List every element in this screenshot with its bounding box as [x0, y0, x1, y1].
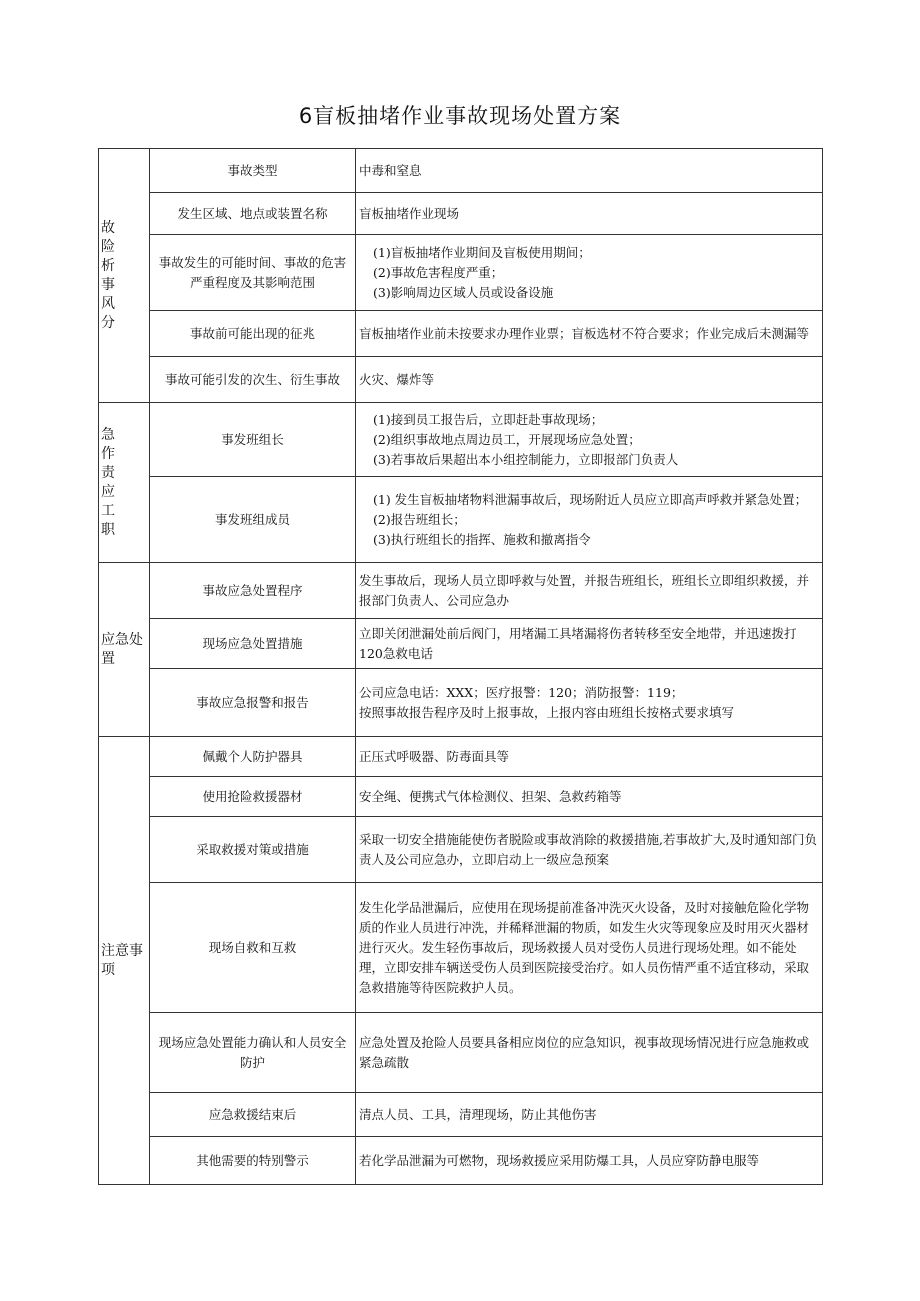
value-line: 安全绳、便携式气体检测仪、担架、急救药箱等 — [359, 788, 622, 804]
item-value — [356, 737, 823, 777]
value-line: 立即关闭泄漏处前后阀门，用堵漏工具堵漏将伤者转移至安全地带，并迅速拨打120急救电话 — [359, 625, 797, 661]
category-char: 事 — [101, 276, 115, 293]
value-line: 盲板抽堵作业前未按要求办理作业票；盲板选材不符合要求；作业完成后未测漏等 — [359, 325, 810, 341]
item-value — [356, 193, 823, 235]
table-row — [99, 403, 823, 477]
item-label: 其他需要的特别警示 — [150, 1137, 356, 1185]
item-label: 现场应急处置能力确认和人员安全防护 — [150, 1013, 356, 1093]
category-char: 风 — [101, 295, 115, 312]
value-line: (1)接到员工报告后，立即赶赴事故现场； — [373, 411, 604, 427]
item-value — [356, 563, 823, 619]
table-row — [99, 563, 823, 619]
category-char: 险 — [101, 238, 115, 255]
table-row — [99, 817, 823, 883]
value-line: 盲板抽堵作业现场 — [359, 205, 460, 221]
table-body — [99, 149, 823, 1185]
item-label: 应急救援结束后 — [150, 1093, 356, 1137]
table-row — [99, 777, 823, 817]
category-char: 工 — [101, 502, 115, 519]
value-line: (1)盲板抽堵作业期间及盲板使用期间； — [373, 244, 591, 260]
item-label: 事故应急处置程序 — [150, 563, 356, 619]
item-value — [356, 817, 823, 883]
value-line: (2)组织事故地点周边员工，开展现场应急处置； — [373, 431, 641, 447]
item-label: 采取救援对策或措施 — [150, 817, 356, 883]
page-title: 6盲板抽堵作业事故现场处置方案 — [298, 104, 622, 128]
table-row — [99, 357, 823, 403]
section-category — [99, 737, 150, 1185]
table-row — [99, 883, 823, 1013]
item-value — [356, 619, 823, 669]
item-value — [356, 1013, 823, 1093]
value-line: 若化学品泄漏为可燃物，现场救援应采用防爆工具，人员应穿防静电服等 — [359, 1152, 760, 1168]
value-line: 发生事故后，现场人员立即呼救与处置，并报告班组长，班组长立即组织救援，并报部门负责人、公司应急办 — [359, 572, 810, 608]
item-label: 事发班组成员 — [150, 477, 356, 563]
value-line: 清点人员、工具，清理现场，防止其他伤害 — [359, 1106, 597, 1122]
category-char: 作 — [101, 445, 115, 462]
table-row — [99, 311, 823, 357]
value-line: (2)事故危害程度严重； — [373, 264, 504, 280]
item-label: 事发班组长 — [150, 403, 356, 477]
table-row — [99, 193, 823, 235]
item-label: 现场应急处置措施 — [150, 619, 356, 669]
item-label: 佩戴个人防护器具 — [150, 737, 356, 777]
category-char: 应急处 — [101, 631, 143, 648]
disposal-plan-table — [98, 148, 823, 1185]
item-value — [356, 403, 823, 477]
value-line: 按照事故报告程序及时上报事故，上报内容由班组长按格式要求填写 — [359, 704, 735, 720]
item-label: 事故应急报警和报告 — [150, 669, 356, 737]
table-row — [99, 669, 823, 737]
table-row — [99, 149, 823, 193]
value-line: 应急处置及抢险人员要具备相应岗位的应急知识，视事故现场情况进行应急施救或紧急疏散 — [359, 1034, 810, 1070]
value-line: (3)若事故后果超出本小组控制能力，立即报部门负责人 — [373, 451, 679, 467]
value-line: 正压式呼吸器、防毒面具等 — [359, 748, 510, 764]
category-char: 项 — [101, 961, 115, 978]
value-line: 采取一切安全措施能使伤者脱险或事故消除的救援措施,若事故扩大,及时通知部门负责人及公司应急办，立即启动上一级应急预案 — [359, 831, 817, 867]
item-value — [356, 1137, 823, 1185]
item-label: 使用抢险救援器材 — [150, 777, 356, 817]
category-char: 析 — [101, 257, 115, 274]
item-value — [356, 1093, 823, 1137]
item-value — [356, 669, 823, 737]
category-char: 急 — [101, 426, 115, 443]
item-value — [356, 477, 823, 563]
category-char: 职 — [101, 521, 115, 538]
category-char: 置 — [101, 650, 115, 667]
item-value — [356, 311, 823, 357]
item-label: 现场自救和互救 — [150, 883, 356, 1013]
value-line: 发生化学品泄漏后，应使用在现场提前准备冲洗灭火设备，及时对接触危险化学物质的作业人员进行冲洗，并稀释泄漏的物质，如发生火灾等现象应及时用灭火器材进行灭火。发生轻伤事故后，现场救援人员对受伤人员进行现场处理。如不能处理，立即安排车辆送受伤人员到医院接受治疗。如人员伤情严重不适宜移动，采取急救措施等待医院救护人员。 — [359, 899, 810, 995]
item-value — [356, 883, 823, 1013]
item-label: 事故前可能出现的征兆 — [150, 311, 356, 357]
table-row — [99, 619, 823, 669]
value-line: 火灾、爆炸等 — [359, 371, 435, 387]
item-label: 事故发生的可能时间、事故的危害严重程度及其影响范围 — [150, 235, 356, 311]
category-char: 责 — [101, 464, 115, 481]
category-char: 故 — [101, 219, 115, 236]
value-line: (1) 发生盲板抽堵物料泄漏事故后，现场附近人员应立即高声呼救并紧急处置； — [373, 491, 808, 507]
table-row — [99, 477, 823, 563]
table-row — [99, 737, 823, 777]
section-category — [99, 403, 150, 563]
item-label: 事故可能引发的次生、衍生事故 — [150, 357, 356, 403]
value-line: (2)报告班组长； — [373, 511, 466, 527]
section-category — [99, 563, 150, 737]
section-category — [99, 149, 150, 403]
category-char: 分 — [101, 314, 115, 331]
item-label: 发生区域、地点或装置名称 — [150, 193, 356, 235]
table-row — [99, 1093, 823, 1137]
value-line: 公司应急电话：XXX；医疗报警：120；消防报警：119； — [359, 684, 684, 700]
table-row — [99, 1137, 823, 1185]
item-value — [356, 149, 823, 193]
item-value — [356, 235, 823, 311]
table-row — [99, 235, 823, 311]
category-char: 应 — [101, 483, 115, 500]
value-line: 中毒和窒息 — [359, 162, 422, 178]
category-char: 注意事 — [101, 942, 143, 959]
item-label: 事故类型 — [150, 149, 356, 193]
value-line: (3)执行班组长的指挥、施救和撤离指令 — [373, 531, 591, 547]
table-row — [99, 1013, 823, 1093]
value-line: (3)影响周边区域人员或设备设施 — [373, 284, 554, 300]
item-value — [356, 357, 823, 403]
item-value — [356, 777, 823, 817]
